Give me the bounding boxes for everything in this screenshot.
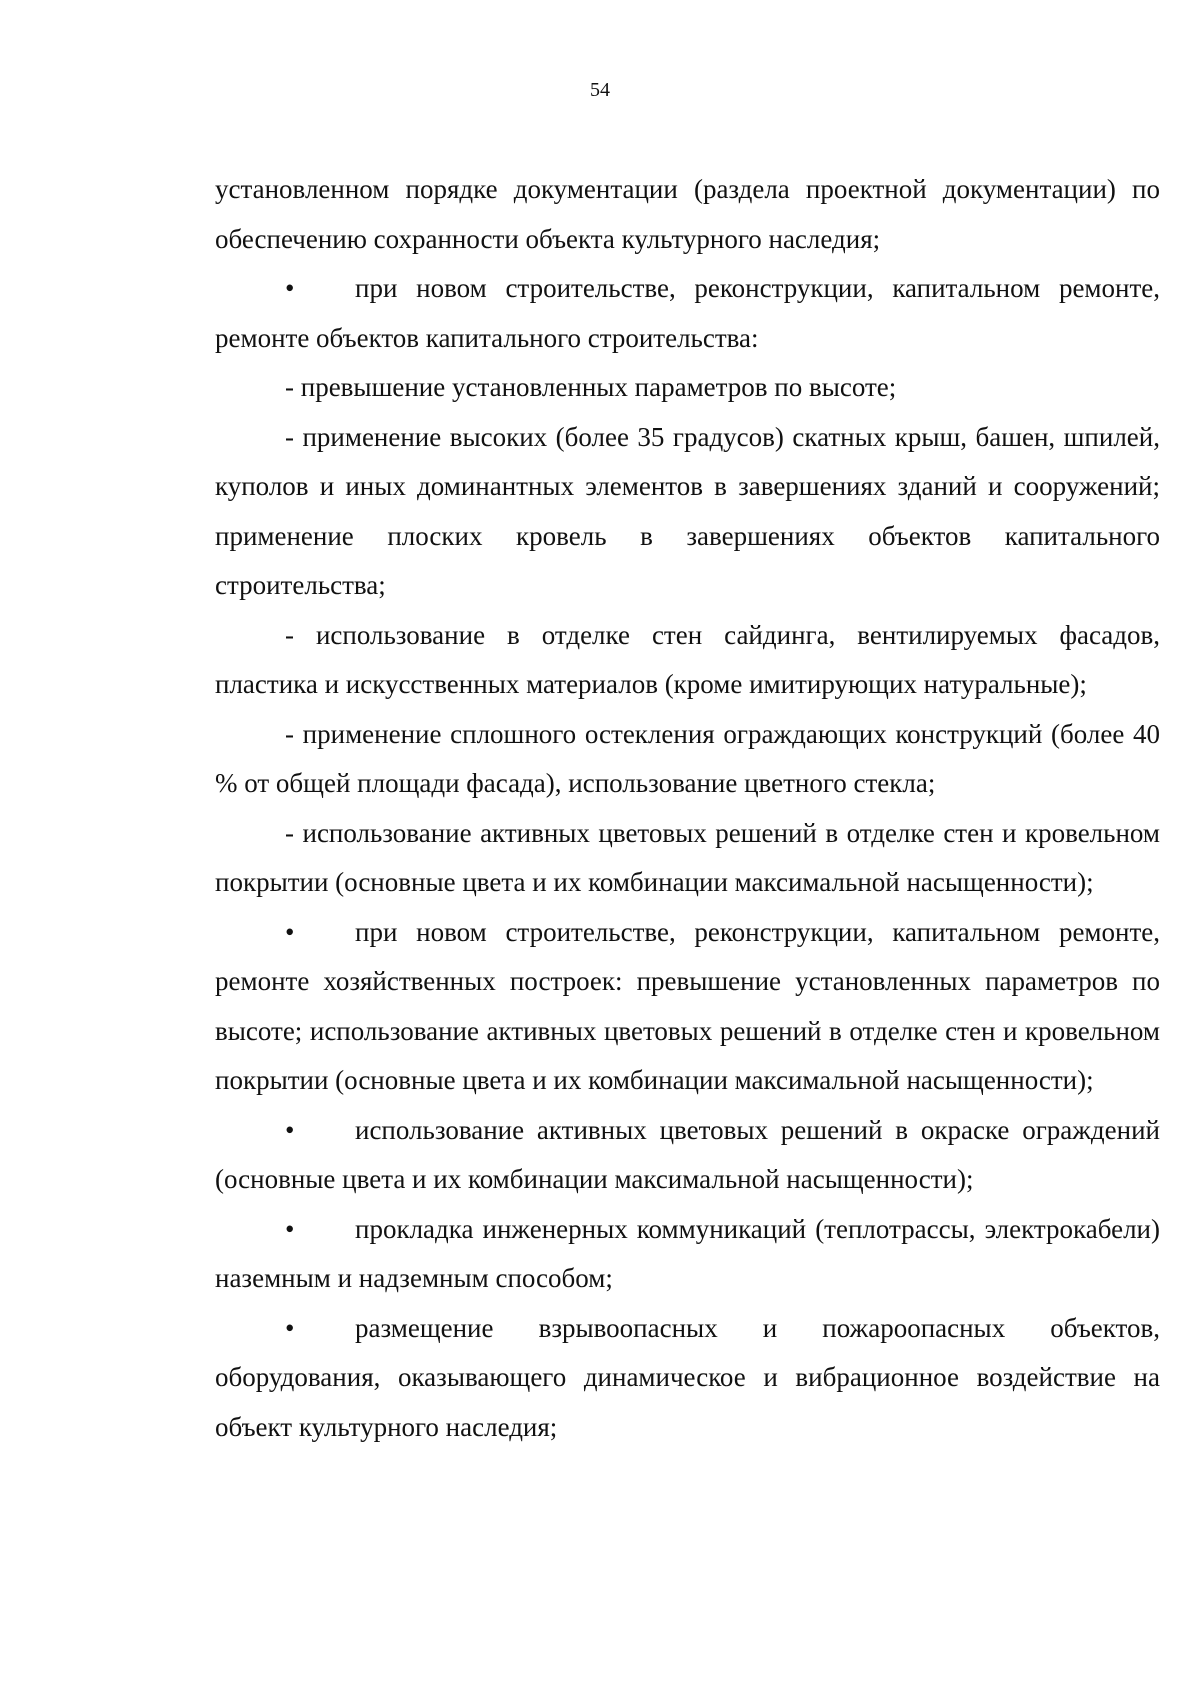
bullet-icon: • [285, 1213, 295, 1244]
page-number: 54 [590, 79, 610, 101]
bullet-item-text: использование активных цветовых решений в окраске ограждений (основные цвета и их комбинации максимальной насыщенности); [215, 1114, 1160, 1194]
bullet-icon: • [285, 1312, 295, 1343]
dash-item-height-limit: - превышение установленных параметров по высоте; [285, 372, 897, 402]
dash-item-color-solutions: - использование активных цветовых решений в отделке стен и кровельном покрытии (основные цвета и их комбинации максимальной насыщенности); [215, 817, 1160, 897]
bullet-item-outbuildings [215, 908, 1160, 1106]
document-body [215, 165, 1160, 1452]
bullet-item-text: при новом строительстве, реконструкции, капитальном ремонте, ремонте хозяйственных построек: превышение установленных параметров по высоте; использование активных цветовых решений в отделке стен и кровельном покрытии (основные цвета и их комбинации максимальной насыщенности); [215, 916, 1160, 1095]
dash-item-glazing: - применение сплошного остекления ограждающих конструкций (более 40 % от общей площади фасада), использование цветного стекла; [215, 718, 1160, 798]
bullet-item-text: при новом строительстве, реконструкции, капитальном ремонте, ремонте объектов капитального строительства: [215, 273, 1160, 353]
bullet-icon: • [285, 273, 295, 303]
bullet-item-text: размещение взрывоопасных и пожароопасных объектов, оборудования, оказывающего динамическое и вибрационное воздействие на объект культурного наследия; [215, 1312, 1160, 1442]
dash-item-roofs: - применение высоких (более 35 градусов) скатных крыш, башен, шпилей, куполов и иных доминантных элементов в завершениях зданий и сооружений; применение плоских кровель в завершениях объектов капитального строительства; [215, 421, 1160, 600]
dash-item-wall-finish: - использование в отделке стен сайдинга, вентилируемых фасадов, пластика и искусственных материалов (кроме имитирующих натуральные); [215, 619, 1160, 699]
bullet-item-hazardous-objects [215, 1304, 1160, 1453]
bullet-icon: • [285, 1114, 295, 1145]
bullet-item-new-construction [215, 264, 1160, 363]
bullet-item-fence-colors [215, 1106, 1160, 1205]
paragraph-continuation: установленном порядке документации (раздела проектной документации) по обеспечению сохранности объекта культурного наследия; [215, 174, 1160, 254]
bullet-item-text: прокладка инженерных коммуникаций (теплотрассы, электрокабели) наземным и надземным способом; [215, 1213, 1160, 1293]
bullet-item-utilities [215, 1205, 1160, 1304]
bullet-icon: • [285, 916, 295, 947]
